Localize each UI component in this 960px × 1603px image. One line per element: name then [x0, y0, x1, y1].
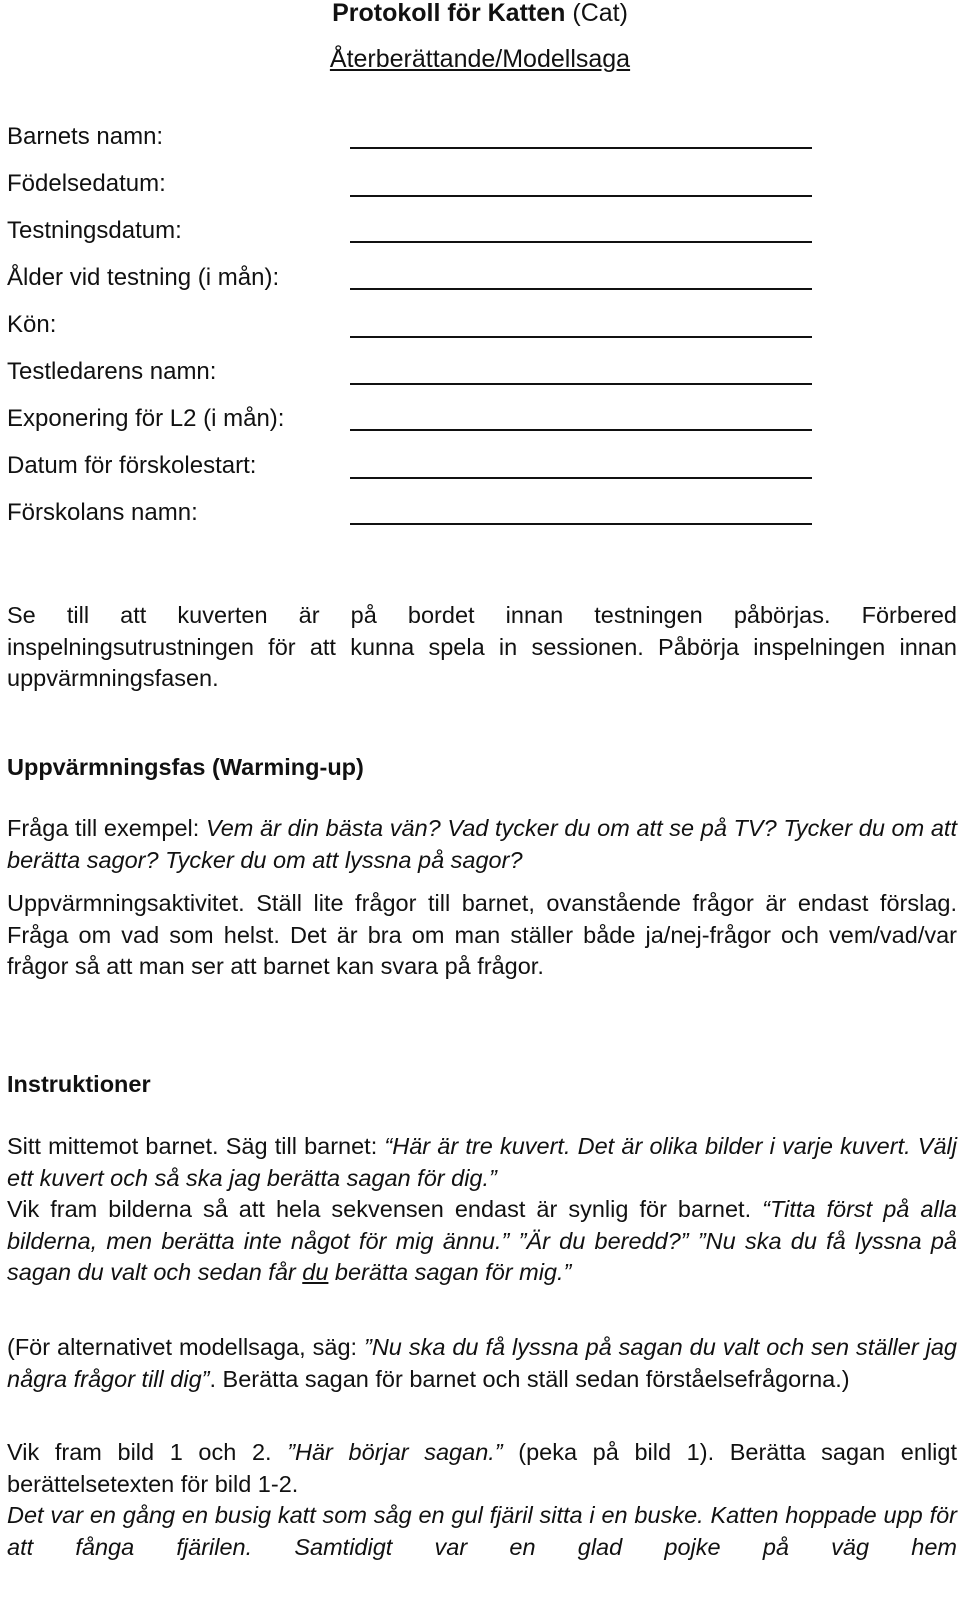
warmup-questions-examples: Vem är din bästa vän? Vad tycker du om att se på TV? Tycker du om att berätta sagor? Tycker du om att lyssna på sagor?	[7, 815, 957, 873]
instructions-p3-tail: . Berätta sagan för barnet och ställ sedan förståelsefrågorna.)	[209, 1365, 850, 1392]
title-bold: Protokoll för Katten	[332, 0, 566, 27]
instructions-p3-lead: (För alternativet modellsaga, säg:	[7, 1334, 364, 1360]
title-rest: (Cat)	[565, 0, 628, 27]
field-line-preschool-name[interactable]	[350, 523, 812, 525]
warmup-heading: Uppvärmningsfas (Warming-up)	[7, 754, 364, 780]
warmup-questions-lead: Fråga till exempel:	[7, 815, 206, 841]
field-label-gender: Kön:	[7, 311, 57, 338]
field-line-tester-name[interactable]	[350, 383, 812, 385]
field-label-preschool-start: Datum för förskolestart:	[7, 452, 257, 479]
warmup-activity: Uppvärmningsaktivitet. Ställ lite frågor till barnet, ovanstående frågor är endast förslag. Fråga om vad som helst. Det är bra om man ställer både ja/nej-frågor och vem/vad/var frågor så att man ser att barnet kan svara på frågor.	[7, 890, 957, 979]
field-label-tester-name: Testledarens namn:	[7, 358, 217, 385]
intro-paragraph: Se till att kuverten är på bordet innan testningen påbörjas. Förbered inspelningsutrustningen för att kunna spela in sessionen. Påbörja inspelningen innan uppvärmningsfasen.	[7, 602, 957, 691]
field-line-test-date[interactable]	[350, 241, 812, 243]
instructions-p4-lead: Vik fram bild 1 och 2.	[7, 1439, 288, 1465]
instructions-p4-quote: ”Här börjar sagan.”	[287, 1439, 503, 1465]
instructions-p3-quote: ”Nu ska du få lyssna på sagan du valt och sen ställer jag några frågor till dig”	[7, 1334, 957, 1392]
field-line-gender[interactable]	[350, 336, 812, 338]
instructions-p2-underlined-du: du	[302, 1259, 329, 1285]
field-label-l2-exposure: Exponering för L2 (i mån):	[7, 405, 285, 432]
field-label-child-name: Barnets namn:	[7, 123, 164, 150]
page-title	[0, 0, 960, 28]
field-line-birth-date[interactable]	[350, 195, 812, 197]
story-text	[7, 1500, 957, 1563]
instructions-p1-quote: “Här är tre kuvert. Det är olika bilder i varje kuvert. Välj ett kuvert och så ska jag berätta sagan för dig.”	[7, 1133, 957, 1191]
field-line-preschool-start[interactable]	[350, 477, 812, 479]
field-label-birth-date: Födelsedatum:	[7, 170, 166, 197]
instructions-p3	[7, 1332, 957, 1395]
instructions-p4	[7, 1437, 957, 1500]
field-line-l2-exposure[interactable]	[350, 429, 812, 431]
instructions-p2-quote-b: berätta sagan för mig.”	[328, 1259, 572, 1285]
instructions-p2-lead: Vik fram bilderna så att hela sekvensen endast är synlig för barnet.	[7, 1196, 763, 1222]
page-subtitle: Återberättande/Modellsaga	[329, 45, 631, 73]
instructions-heading: Instruktioner	[7, 1071, 151, 1097]
field-line-age[interactable]	[350, 288, 812, 290]
story-text-italic: Det var en gång en busig katt som såg en gul fjäril sitta i en buske. Katten hoppade upp för att fånga fjärilen. Samtidigt var en glad pojke på väg hem	[7, 1502, 957, 1560]
field-label-test-date: Testningsdatum:	[7, 217, 182, 244]
field-line-child-name[interactable]	[350, 147, 812, 149]
instructions-p2-quote-a: “Titta först på alla bilderna, men berätta inte något för mig ännu.” ”Är du beredd?” ”Nu ska du få lyssna på sagan du valt och sedan får	[7, 1196, 957, 1285]
instructions-p1-lead: Sitt mittemot barnet. Säg till barnet:	[7, 1133, 385, 1159]
warmup-questions	[7, 813, 957, 876]
field-label-age: Ålder vid testning (i mån):	[7, 264, 280, 291]
instructions-p1	[7, 1131, 957, 1194]
instructions-p4-tail: (peka på bild 1). Berätta sagan enligt berättelsetexten för bild 1-2.	[7, 1439, 957, 1497]
instructions-p2	[7, 1194, 957, 1289]
field-label-preschool-name: Förskolans namn:	[7, 499, 198, 526]
